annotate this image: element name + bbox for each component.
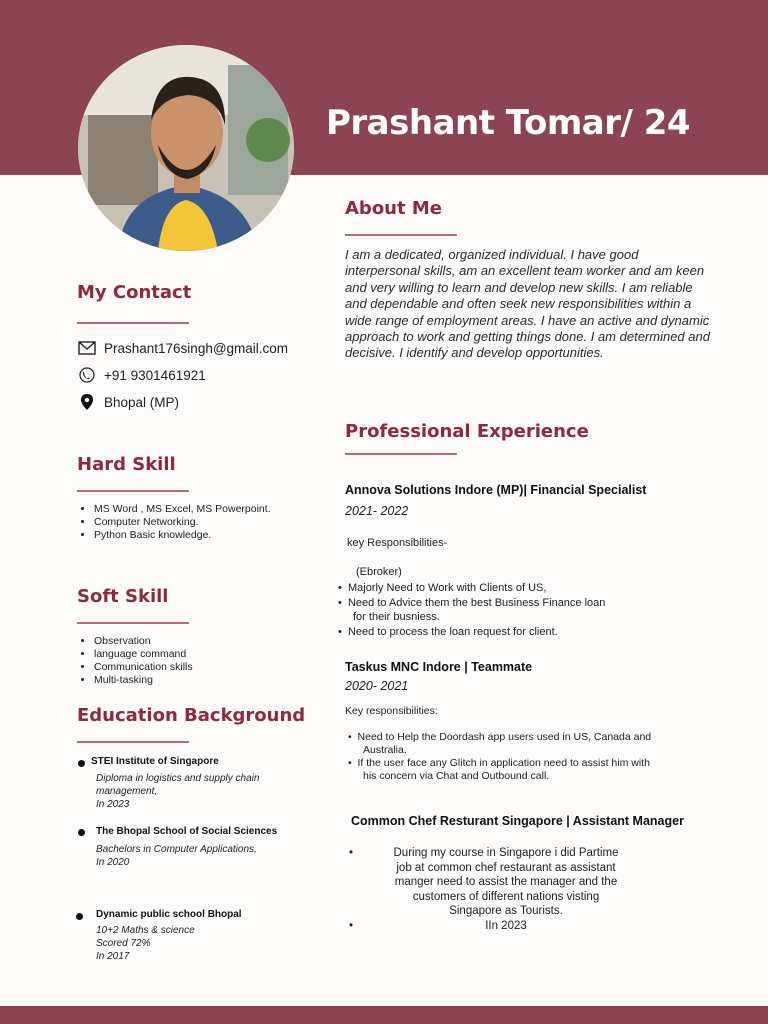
edu-line: management, — [96, 786, 158, 797]
hard-skill-heading: Hard Skill — [77, 454, 176, 475]
responsibilities-label: key Responsibilities- — [347, 537, 448, 549]
phone-icon — [77, 366, 97, 384]
job-title: Taskus MNC Indore | Teammate — [345, 660, 533, 674]
job-bullets — [348, 731, 698, 783]
edu-line: In 2023 — [96, 799, 130, 810]
edu-school: The Bhopal School of Social Sciences — [96, 826, 278, 837]
edu-detail — [96, 772, 259, 811]
job-title: Common Chef Resturant Singapore | Assistant Manager — [351, 814, 684, 828]
bullet-text: Need to Advice them the best Business Finance loan — [347, 596, 606, 609]
contact-phone-row — [77, 366, 206, 384]
soft-skill-list — [77, 635, 193, 687]
bullet-text: Majorly Need to Work with Clients of US, — [347, 582, 547, 594]
line-text: During my course in Singapore i did Partime — [393, 847, 619, 859]
soft-skill-heading: Soft Skill — [77, 586, 169, 607]
job-date: 2021- 2022 — [345, 504, 409, 518]
hard-skill-rule — [77, 490, 189, 492]
envelope-icon — [77, 339, 97, 357]
edu-line: In 2020 — [96, 857, 130, 868]
list-item: Australia. — [363, 744, 407, 756]
edu-line: Diploma in logistics and supply chain — [96, 773, 260, 784]
line-text: customers of different nations visting — [412, 890, 600, 903]
list-item — [345, 846, 655, 919]
list-item: • Need to process the loan request for client. — [338, 625, 558, 638]
list-item: • If the user face any Glitch in application need to assist him with — [348, 757, 650, 769]
edu-line: 10+2 Maths & science — [96, 925, 195, 936]
job-title: Annova Solutions Indore (MP)| Financial Specialist — [345, 483, 647, 497]
bullet-text: Need to Help the Doordash app users used in US, Canada and — [357, 731, 652, 743]
profile-photo — [78, 45, 294, 251]
list-item: • Communication skills — [94, 661, 193, 674]
edu-school: STEI Institute of Singapore — [91, 756, 219, 767]
job-sublabel: (Ebroker) — [356, 566, 402, 578]
bullet-icon — [78, 829, 85, 836]
about-rule — [345, 234, 457, 236]
line-text: manger need to assist the manager and the — [394, 876, 618, 889]
contact-rule — [77, 322, 189, 324]
edu-detail — [96, 843, 257, 869]
contact-location-row — [77, 393, 179, 411]
job-bullets — [345, 846, 655, 934]
responsibilities-label: Key responsibilities: — [345, 705, 438, 717]
job-date: 2020- 2021 — [345, 679, 409, 693]
bullet-icon — [78, 760, 85, 767]
list-item: • Need to Advice them the best Business Finance loan — [338, 596, 606, 609]
list-item: • Multi-tasking — [94, 674, 193, 687]
experience-rule — [345, 453, 457, 455]
edu-line: Bachelors in Computer Applications, — [96, 844, 257, 855]
list-item: • Python Basic knowledge. — [94, 529, 271, 542]
about-text: I am a dedicated, organized individual. I have good interpersonal skills, am an excellent team worker and am keen and very willing to learn and develop new skills. I am reliable and dependable and often seek new responsibilities within a wide range of employment areas. I have an active and dynamic approach to work and getting things done. I am determined and decisive. I identify and develop opportunities. — [345, 247, 710, 361]
soft-skill-rule — [77, 622, 189, 624]
about-heading: About Me — [345, 198, 442, 219]
list-item: • language command — [94, 648, 193, 661]
line-text: IIn 2023 — [485, 919, 527, 932]
line-text: Singapore as Tourists. — [449, 905, 563, 918]
hard-skill-list — [77, 503, 271, 542]
bullet-text: If the user face any Glitch in application need to assist him with — [357, 757, 650, 769]
contact-phone[interactable]: +91 9301461921 — [104, 367, 206, 383]
bullet-text: Need to process the loan request for client. — [347, 625, 558, 638]
edu-detail — [96, 924, 195, 963]
list-item — [345, 919, 655, 934]
list-item: • Observation — [94, 635, 193, 648]
bullet-icon: • — [349, 847, 354, 859]
line-text: job at common chef restaurant as assistant — [396, 861, 616, 874]
list-item: • Majorly Need to Work with Clients of US, — [338, 582, 547, 594]
list-item: • Computer Networking. — [94, 516, 271, 529]
candidate-name: Prashant Tomar/ 24 — [326, 103, 691, 143]
education-rule — [77, 741, 189, 743]
education-heading: Education Background — [77, 705, 306, 726]
list-item: for their busniess. — [353, 611, 440, 624]
contact-email-row — [77, 339, 288, 357]
list-item: • Need to Help the Doordash app users used in US, Canada and — [348, 731, 652, 743]
edu-school: Dynamic public school Bhopal — [96, 909, 242, 920]
edu-line: In 2017 — [96, 951, 130, 962]
contact-heading: My Contact — [77, 282, 192, 303]
footer-band — [0, 1006, 768, 1024]
list-item: his concern via Chat and Outbound call. — [363, 770, 550, 782]
contact-email[interactable]: Prashant176singh@gmail.com — [104, 340, 289, 356]
bullet-icon — [76, 913, 83, 920]
edu-line: Scored 72% — [96, 938, 151, 949]
experience-heading: Professional Experience — [345, 421, 589, 442]
bullet-icon: • — [349, 919, 354, 932]
contact-location: Bhopal (MP) — [104, 394, 180, 410]
location-pin-icon — [77, 393, 97, 411]
job-bullets — [338, 581, 638, 639]
list-item: • MS Word , MS Excel, MS Powerpoint. — [94, 503, 271, 516]
